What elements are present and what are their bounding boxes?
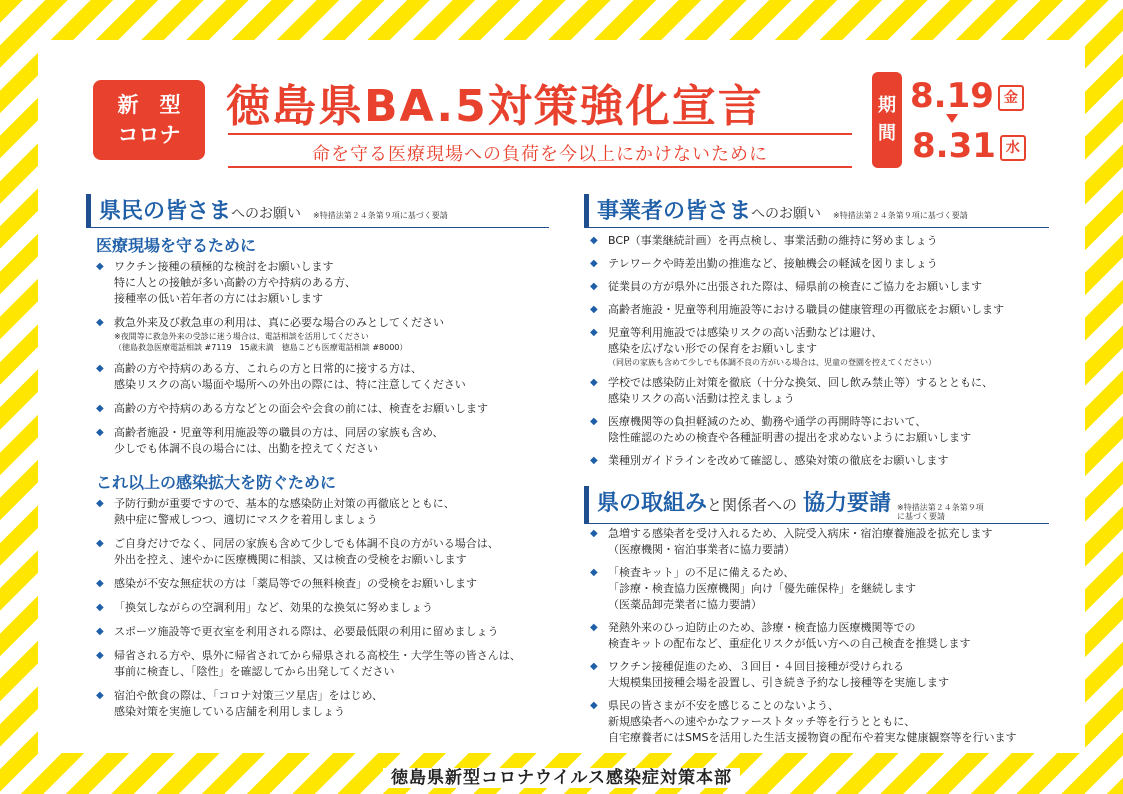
list-item [588, 414, 1058, 446]
wednesday-icon: 水 [1000, 135, 1026, 161]
list-item [94, 496, 564, 528]
list-item [94, 536, 564, 568]
list-item [94, 648, 564, 680]
list-item-text: 業種別ガイドラインを改めて確認し、感染対策の徹底をお願いします [608, 454, 949, 467]
period-start [910, 76, 1024, 116]
period-label-bottom: 間 [878, 123, 896, 144]
list-item [588, 302, 1058, 318]
prevention-list [94, 496, 564, 728]
footer-organization [0, 763, 1123, 788]
list-item-text: 高齢の方や持病のある方などとの面会や会食の前には、検査をお願いします [114, 402, 488, 415]
bullet-icon: ◆ [590, 304, 598, 315]
residents-heading-small: へのお願い [231, 206, 302, 222]
badge-line1: 新 型 [117, 93, 181, 117]
list-item-text: 従業員の方が県外に出張された際は、帰県前の検査にご協力をお願いします [608, 280, 982, 293]
new-corona-badge [93, 80, 205, 160]
bullet-icon: ◆ [96, 317, 104, 328]
period-end [912, 126, 1026, 166]
list-item-text: 急増する感染者を受け入れるため、入院受入病床・宿泊療養施設を拡充します （医療機関・宿泊事業者に協力要請） [608, 527, 993, 556]
business-heading-big: 事業者の皆さま [597, 199, 752, 224]
arrow-down-icon [946, 114, 958, 123]
prefecture-heading-note: ※特措法第２４条第９項 に基づく要請 [897, 503, 984, 521]
list-item [94, 600, 564, 616]
list-item [588, 526, 1058, 558]
bullet-icon: ◆ [590, 567, 598, 578]
list-item-text: 学校では感染防止対策を徹底（十分な換気、回し飲み禁止等）するとともに、 感染リスクの高い活動は控えましょう [608, 376, 993, 405]
period-label [872, 72, 902, 168]
bullet-icon: ◆ [590, 327, 598, 338]
bullet-icon: ◆ [96, 498, 104, 509]
list-item-text: 宿泊や飲食の際は、「コロナ対策三ツ星店」をはじめ、 感染対策を実施している店舗を利用しましょう [114, 689, 384, 718]
list-item-text: 「換気しながらの空調利用」など、効果的な換気に努めましょう [114, 601, 433, 614]
list-item-text: 高齢者施設・児童等利用施設等における職員の健康管理の再徹底をお願いします [608, 303, 1004, 316]
prefecture-heading [584, 486, 1049, 524]
residents-heading-big: 県民の皆さま [99, 199, 232, 224]
medical-subheading: 医療現場を守るために [96, 236, 257, 255]
badge-line2: コロナ [117, 123, 181, 147]
period-end-date: 8.31 [912, 126, 996, 166]
list-item-text: BCP（事業継続計画）を再点検し、事業活動の維持に努めましょう [608, 234, 938, 247]
subtitle-rule [228, 166, 852, 168]
list-item [588, 256, 1058, 272]
bullet-icon: ◆ [96, 538, 104, 549]
bullet-icon: ◆ [590, 377, 598, 388]
bullet-icon: ◆ [590, 258, 598, 269]
list-item-text: 医療機関等の負担軽減のため、勤務や通学の再開時等において、 陰性確認のための検査や各種証明書の提出を求めないようにお願いします [608, 415, 971, 444]
list-item-text: ワクチン接種促進のため、３回目・４回目接種が受けられる 大規模集団接種会場を設置し、引き続き予約なし接種等を実施します [608, 660, 949, 689]
list-item [588, 698, 1058, 746]
list-item-text: テレワークや時差出勤の推進など、接触機会の軽減を図りましょう [608, 257, 938, 270]
list-item-text: 救急外来及び救急車の利用は、真に必要な場合のみとしてください [114, 316, 444, 329]
bullet-icon: ◆ [590, 235, 598, 246]
list-item-text: ご自身だけでなく、同居の家族も含めて少しでも体調不良の方がいる場合は、 外出を控え、速やかに医療機関に相談、又は検査の受検をお願いします [114, 537, 499, 566]
list-item-note: ※夜間等に救急外来の受診に迷う場合は、電話相談を活用してください （徳島救急医療電話相談 #7119 15歳未満 徳島こども医療電話相談 #8000） [114, 332, 408, 352]
period-start-date: 8.19 [910, 76, 994, 116]
list-item [588, 325, 1058, 368]
poster-subtitle: 命を守る医療現場への負荷を今以上にかけないために [312, 144, 768, 165]
list-item [94, 361, 564, 393]
list-item-text: 発熱外来のひっ迫防止のため、診療・検査協力医療機関等での 検査キットの配布など、重症化リスクが低い方への自己検査を推奨します [608, 621, 971, 650]
business-heading-small: へのお願い [751, 206, 822, 222]
list-item-text: 予防行動が重要ですので、基本的な感染防止対策の再徹底とともに、 熱中症に警戒しつつ、適切にマスクを着用しましょう [114, 497, 455, 526]
bullet-icon: ◆ [96, 602, 104, 613]
list-item [588, 565, 1058, 613]
list-item [588, 375, 1058, 407]
bullet-icon: ◆ [96, 650, 104, 661]
period-label-top: 期 [878, 95, 896, 116]
bullet-icon: ◆ [96, 363, 104, 374]
list-item-text: 県民の皆さまが不安を感じることのないよう、 新規感染者への速やかなファーストタッチ等を行うとともに、 自宅療養者にはSMSを活用した生活支援物資の配布や着実な健康観察等を行います [608, 699, 1017, 744]
business-heading [584, 194, 1049, 228]
list-item [588, 233, 1058, 249]
residents-heading [86, 194, 549, 228]
bullet-icon: ◆ [96, 403, 104, 414]
list-item [94, 315, 564, 353]
list-item [94, 624, 564, 640]
bullet-icon: ◆ [590, 416, 598, 427]
prefecture-heading-b: と関係者への [707, 496, 798, 514]
footer-text: 徳島県新型コロナウイルス感染症対策本部 [383, 768, 740, 788]
bullet-icon: ◆ [590, 281, 598, 292]
bullet-icon: ◆ [96, 578, 104, 589]
bullet-icon: ◆ [590, 661, 598, 672]
list-item [588, 453, 1058, 469]
list-item [588, 620, 1058, 652]
list-item [94, 425, 564, 457]
business-heading-note: ※特措法第２４条第９項に基づく要請 [833, 211, 968, 220]
bullet-icon: ◆ [96, 261, 104, 272]
bullet-icon: ◆ [590, 455, 598, 466]
medical-list [94, 259, 564, 465]
prefecture-heading-a: 県の取組み [597, 491, 708, 516]
prefecture-heading-c: 協力要請 [803, 491, 892, 516]
bullet-icon: ◆ [590, 528, 598, 539]
list-item-text: 感染が不安な無症状の方は「薬局等での無料検査」の受検をお願いします [114, 577, 477, 590]
title-rule [228, 133, 852, 135]
business-list [588, 233, 1058, 476]
list-item-text: 高齢の方や持病のある方、これらの方と日常的に接する方は、 感染リスクの高い場面や場所への外出の際には、特に注意してください [114, 362, 466, 391]
prefecture-list [588, 526, 1058, 753]
friday-icon: 金 [998, 85, 1024, 111]
list-item [94, 576, 564, 592]
bullet-icon: ◆ [96, 690, 104, 701]
list-item-text: 児童等利用施設では感染リスクの高い活動などは避け、 感染を広げない形での保育をお願いします [608, 326, 883, 355]
list-item-text: スポーツ施設等で更衣室を利用される際は、必要最低限の利用に留めましょう [114, 625, 499, 638]
list-item [94, 259, 564, 307]
list-item-text: 帰省される方や、県外に帰省されてから帰県される高校生・大学生等の皆さんは、 事前に検査し、「陰性」を確認してから出発してください [114, 649, 521, 678]
list-item-text: 「検査キット」の不足に備えるため、 「診療・検査協力医療機関」向け「優先確保枠」を継続します （医薬品卸売業者に協力要請） [608, 566, 916, 611]
list-item [588, 659, 1058, 691]
list-item-text: ワクチン接種の積極的な検討をお願いします 特に人との接触が多い高齢の方や持病のある方、 接種率の低い若年者の方にはお願いします [114, 260, 356, 305]
residents-heading-note: ※特措法第２４条第９項に基づく要請 [313, 211, 448, 220]
bullet-icon: ◆ [590, 700, 598, 711]
bullet-icon: ◆ [96, 427, 104, 438]
prevention-subheading: これ以上の感染拡大を防ぐために [96, 473, 337, 492]
bullet-icon: ◆ [590, 622, 598, 633]
list-item-text: 高齢者施設・児童等利用施設等の職員の方は、同居の家族も含め、 少しでも体調不良の場合には、出勤を控えてください [114, 426, 444, 455]
bullet-icon: ◆ [96, 626, 104, 637]
poster-title: 徳島県BA.5対策強化宣言 [226, 81, 764, 132]
list-item [588, 279, 1058, 295]
list-item-note: （同居の家族も含めて少しでも体調不良の方がいる場合は、児童の登園を控えてください） [608, 358, 936, 367]
list-item [94, 688, 564, 720]
list-item [94, 401, 564, 417]
